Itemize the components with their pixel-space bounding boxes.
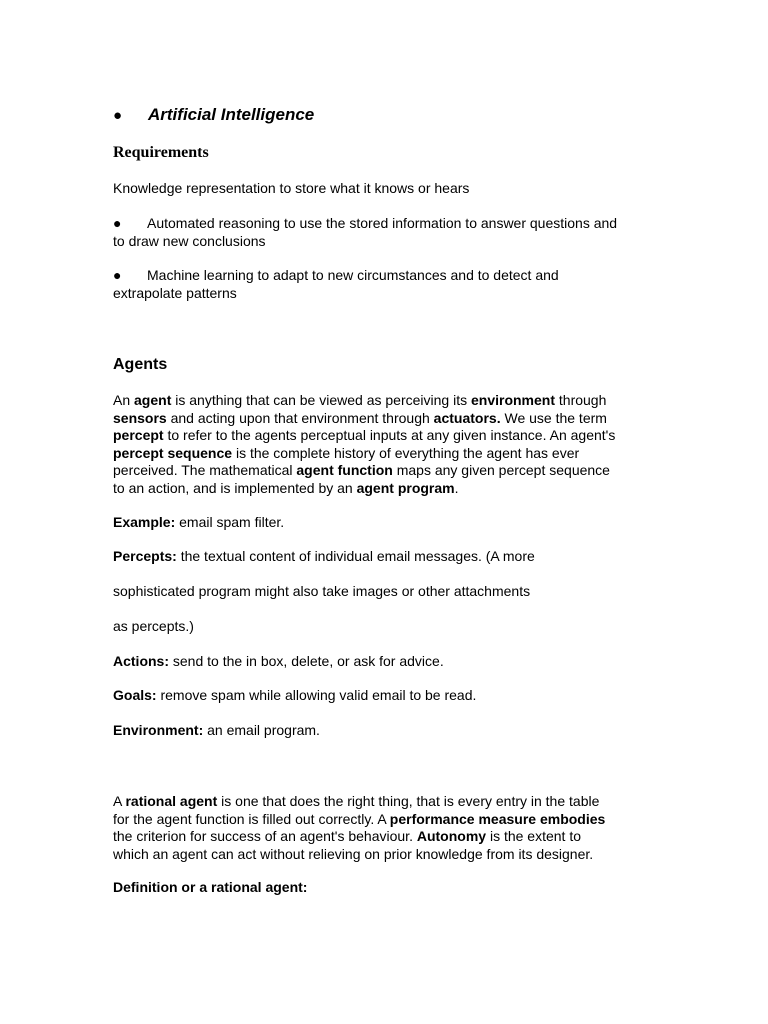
environment-text: an email program. <box>203 722 320 738</box>
text-run: the criterion for success of an agent's behaviour. <box>113 828 417 844</box>
term-percept: percept <box>113 427 164 443</box>
environment-line <box>113 722 320 740</box>
actions-text: send to the in box, delete, or ask for advice. <box>169 653 444 669</box>
requirement-item-2 <box>113 267 559 302</box>
term-autonomy: Autonomy <box>416 828 487 844</box>
term-agent: agent <box>134 392 172 408</box>
text-run: and acting upon that environment through <box>166 409 434 426</box>
rational-agent-paragraph <box>113 793 605 863</box>
text-run: We use the term <box>500 409 607 426</box>
environment-label: Environment: <box>113 722 204 738</box>
goals-line <box>113 687 476 705</box>
text-run: which an agent can act without relieving on prior knowledge from its designer. <box>113 845 594 862</box>
term-environment: environment <box>470 392 555 408</box>
list-bullet: ● <box>113 267 122 283</box>
list-bullet: ● <box>113 215 122 231</box>
term-rational-agent: rational agent <box>125 793 218 809</box>
requirement-item-2-line1: Machine learning to adapt to new circumstances and to detect and <box>147 267 559 283</box>
goals-label: Goals: <box>113 687 157 703</box>
percepts-text: the textual content of individual email messages. (A more <box>176 548 535 564</box>
actions-label: Actions: <box>113 653 169 669</box>
goals-text: remove spam while allowing valid email to be read. <box>156 687 477 703</box>
title-bullet: ● <box>113 107 123 124</box>
term-sensors: sensors <box>113 409 167 426</box>
document-title <box>113 105 314 125</box>
term-performance-measure: performance measure embodies <box>389 810 606 827</box>
agents-paragraph-1 <box>113 392 615 497</box>
text-run: . <box>454 479 459 496</box>
text-run: perceived. The mathematical <box>113 462 297 478</box>
text-run: is one that does the right thing, that is every entry in the table <box>217 793 600 809</box>
example-label: Example: <box>113 514 176 530</box>
requirement-item-1 <box>113 215 617 250</box>
example-line <box>113 514 284 532</box>
term-actuators: actuators. <box>433 409 501 426</box>
requirement-item-1-line2: to draw new conclusions <box>113 232 266 249</box>
percepts-label: Percepts: <box>113 548 177 564</box>
requirements-heading: Requirements <box>113 144 209 161</box>
term-percept-sequence: percept sequence <box>113 444 233 461</box>
term-agent-function: agent function <box>296 462 393 478</box>
percepts-line <box>113 548 535 566</box>
text-run: is the complete history of everything the agent has ever <box>232 444 580 461</box>
text-run: maps any given percept sequence <box>392 462 610 478</box>
actions-line <box>113 653 444 671</box>
text-run: through <box>555 392 607 408</box>
text-run: for the agent function is filled out correctly. A <box>113 810 390 827</box>
text-run: is the extent to <box>486 828 582 844</box>
definition-heading: Definition or a rational agent: <box>113 879 308 895</box>
text-run: to an action, and is implemented by an <box>113 479 357 496</box>
percepts-line-3: as percepts.) <box>113 618 194 634</box>
example-text: email spam filter. <box>175 514 285 530</box>
text-run: A <box>113 793 126 809</box>
requirements-intro: Knowledge representation to store what it knows or hears <box>113 180 470 196</box>
term-agent-program: agent program <box>356 479 455 496</box>
requirement-item-1-line1: Automated reasoning to use the stored information to answer questions and <box>147 215 618 231</box>
text-run: is anything that can be viewed as perceiving its <box>171 392 471 408</box>
title-text: Artificial Intelligence <box>148 105 315 124</box>
percepts-line-2: sophisticated program might also take images or other attachments <box>113 583 531 599</box>
agents-heading: Agents <box>113 356 168 373</box>
text-run: An <box>113 392 135 408</box>
requirement-item-2-line2: extrapolate patterns <box>113 284 237 301</box>
text-run: to refer to the agents perceptual inputs at any given instance. An agent's <box>163 427 616 443</box>
